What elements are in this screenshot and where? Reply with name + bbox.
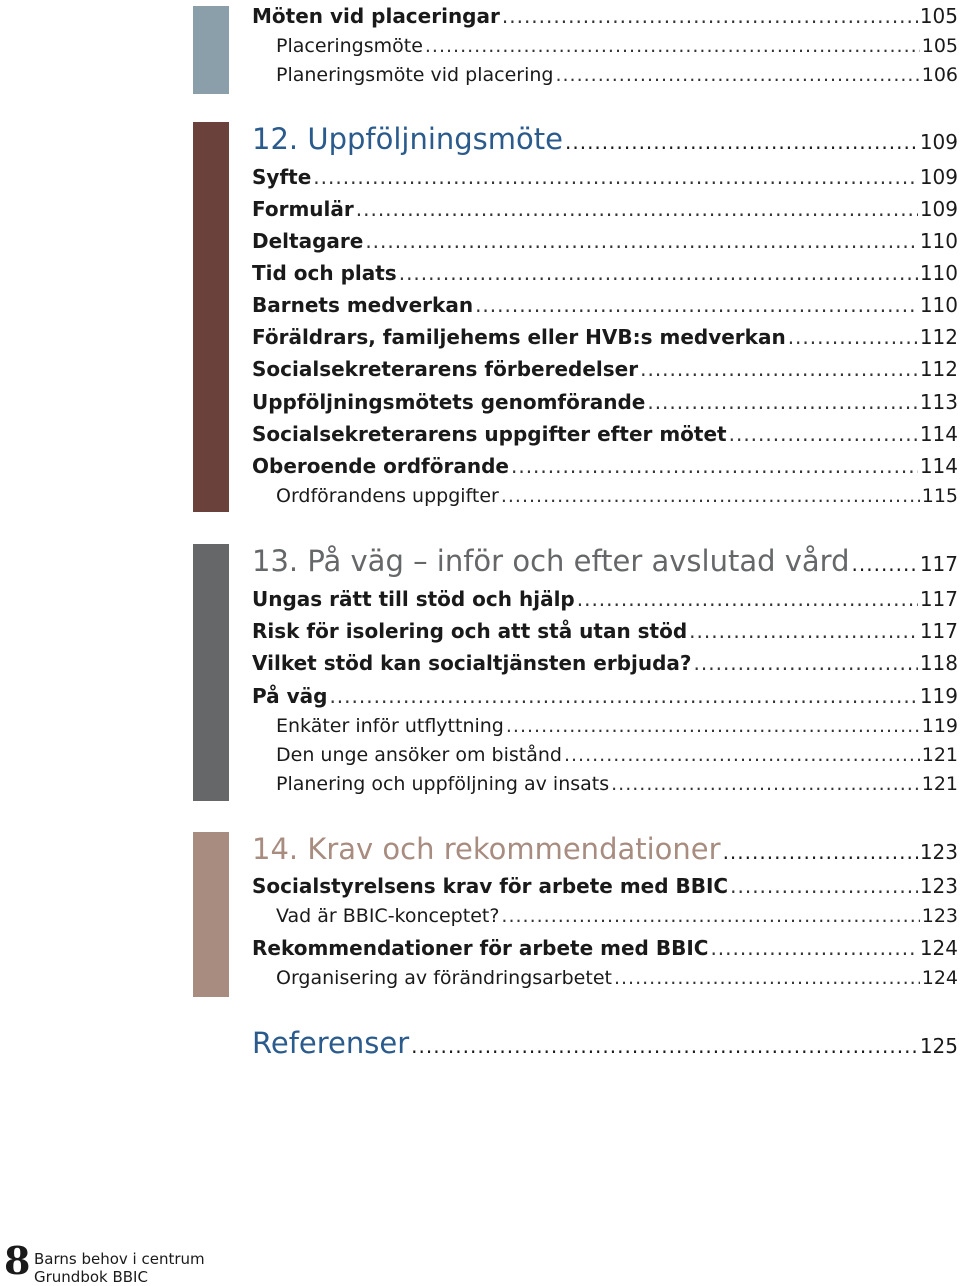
toc-entry[interactable]: Vad är BBIC-konceptet? ..... 123 bbox=[276, 905, 958, 934]
section-bar-4 bbox=[193, 832, 229, 997]
toc-entry[interactable]: Tid och plats ..... 110 bbox=[252, 261, 958, 293]
toc-entry[interactable]: Syfte ..... 109 bbox=[252, 165, 958, 197]
toc-entry[interactable]: Socialsekreterarens uppgifter efter mötet ..... 114 bbox=[252, 422, 958, 454]
toc-entry[interactable]: Föräldrars, familjehems eller HVB:s medverkan ..... 112 bbox=[252, 325, 958, 357]
toc-entry[interactable]: Enkäter inför utflyttning ..... 119 bbox=[276, 715, 958, 744]
toc-entry[interactable]: Organisering av förändringsarbetet ..... 124 bbox=[276, 967, 958, 996]
toc-entry[interactable]: Barnets medverkan ..... 110 bbox=[252, 293, 958, 325]
toc-references[interactable]: Referenser ..... 125 bbox=[252, 1026, 958, 1066]
toc-chapter-13[interactable]: 13. På väg – inför och efter avslutad vård ..... 117 bbox=[252, 544, 958, 584]
toc-entry[interactable]: Planering och uppföljning av insats ..... 121 bbox=[276, 773, 958, 802]
toc-entry[interactable]: Möten vid placeringar ..... 105 bbox=[252, 4, 958, 36]
toc-entry[interactable]: Risk för isolering och att stå utan stöd ..... 117 bbox=[252, 619, 958, 651]
toc-entry[interactable]: Uppföljningsmötets genomförande ..... 113 bbox=[252, 390, 958, 422]
footer-line-1: Barns behov i centrum bbox=[34, 1250, 205, 1268]
toc-entry[interactable]: Socialsekreterarens förberedelser ..... 112 bbox=[252, 357, 958, 389]
page-number: 8 bbox=[4, 1238, 31, 1283]
footer-text bbox=[34, 1250, 205, 1286]
section-bar-2 bbox=[193, 122, 229, 512]
toc-entry[interactable]: Den unge ansöker om bistånd ..... 121 bbox=[276, 744, 958, 773]
toc-entry[interactable]: Ungas rätt till stöd och hjälp ..... 117 bbox=[252, 587, 958, 619]
toc-entry[interactable]: Rekommendationer för arbete med BBIC ..... 124 bbox=[252, 936, 958, 968]
section-bar-3 bbox=[193, 544, 229, 801]
toc-entry[interactable]: Ordförandens uppgifter ..... 115 bbox=[276, 485, 958, 514]
toc-entry[interactable]: Placeringsmöte ..... 105 bbox=[276, 35, 958, 64]
section-bar-1 bbox=[193, 6, 229, 94]
footer-line-2: Grundbok BBIC bbox=[34, 1268, 148, 1286]
toc-entry[interactable]: Vilket stöd kan socialtjänsten erbjuda? ..... 118 bbox=[252, 651, 958, 683]
toc-entry[interactable]: Planeringsmöte vid placering ..... 106 bbox=[276, 64, 958, 93]
toc-chapter-12[interactable]: 12. Uppföljningsmöte ..... 109 bbox=[252, 122, 958, 162]
toc-entry[interactable]: Oberoende ordförande ..... 114 bbox=[252, 454, 958, 486]
toc-entry[interactable]: På väg ..... 119 bbox=[252, 684, 958, 716]
toc-chapter-14[interactable]: 14. Krav och rekommendationer ..... 123 bbox=[252, 832, 958, 872]
toc-entry[interactable]: Formulär ..... 109 bbox=[252, 197, 958, 229]
toc-entry[interactable]: Deltagare ..... 110 bbox=[252, 229, 958, 261]
toc-entry[interactable]: Socialstyrelsens krav för arbete med BBIC ..... 123 bbox=[252, 874, 958, 906]
